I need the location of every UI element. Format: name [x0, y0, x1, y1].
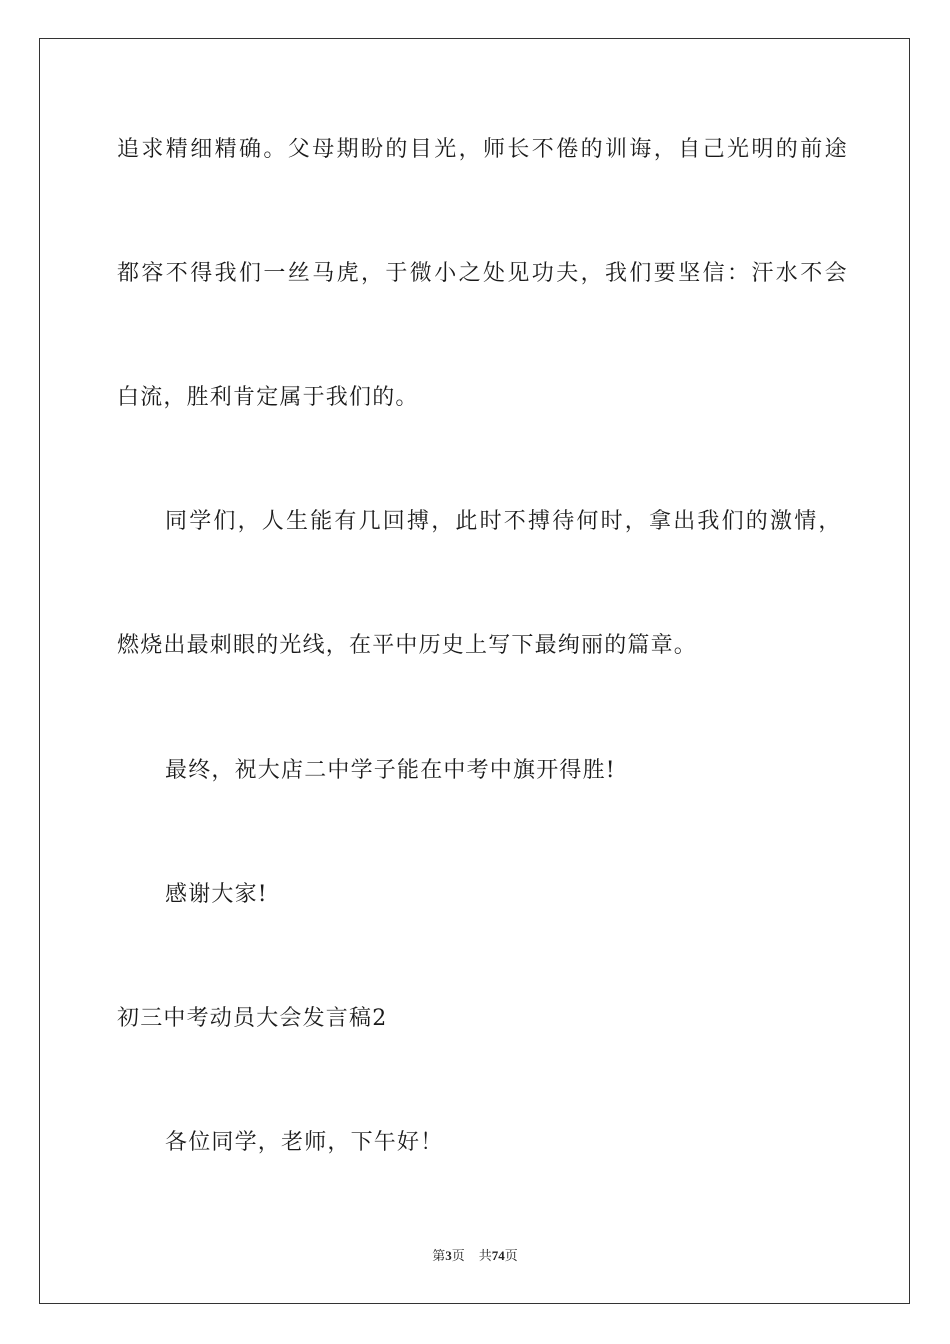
- body-text-line: 都容不得我们一丝马虎，于微小之处见功夫，我们要坚信：汗水不会: [117, 261, 850, 286]
- page-suffix: 页: [451, 1248, 465, 1263]
- thanks-line: 感谢大家!: [165, 882, 268, 907]
- total-suffix: 页: [504, 1248, 518, 1263]
- body-text-line: 白流，胜利肯定属于我们的。: [117, 385, 419, 410]
- body-text-line: 追求精细精确。父母期盼的目光，师长不倦的训诲，自己光明的前途: [117, 137, 850, 162]
- paragraph-start-line: 同学们，人生能有几回搏，此时不搏待何时，拿出我们的激情，: [165, 509, 843, 534]
- closing-wish-line: 最终，祝大店二中学子能在中考中旗开得胜!: [165, 758, 616, 783]
- total-prefix: 共: [478, 1248, 492, 1263]
- page-frame: [39, 38, 910, 1304]
- total-pages: 74: [491, 1248, 505, 1263]
- body-text-line: 燃烧出最刺眼的光线，在平中历史上写下最绚丽的篇章。: [117, 633, 698, 658]
- page-prefix: 第: [432, 1248, 446, 1263]
- greeting-line: 各位同学，老师，下午好！: [165, 1130, 444, 1155]
- section-heading: 初三中考动员大会发言稿2: [117, 1006, 388, 1031]
- page-footer: [0, 1248, 950, 1264]
- page-number: 3: [445, 1248, 452, 1263]
